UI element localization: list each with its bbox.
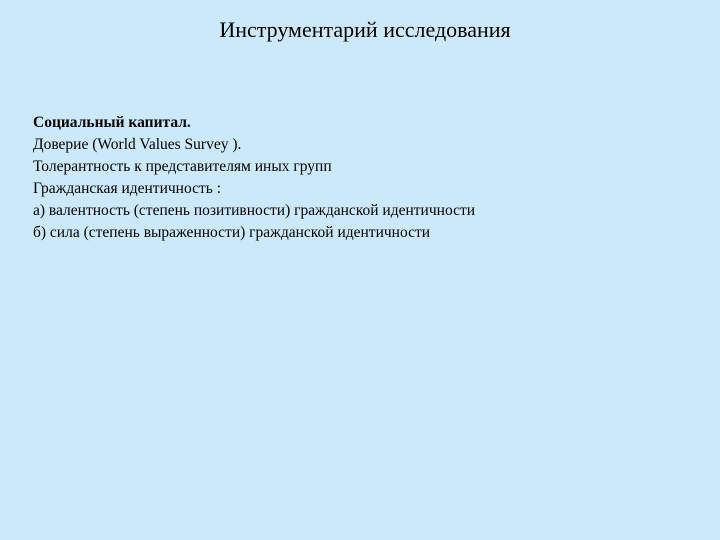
text-line-tolerance: Толерантность к представителям иных групп — [33, 158, 332, 175]
text-line-valence: а) валентность (степень позитивности) гражданской идентичности — [33, 202, 476, 219]
text-line-trust: Доверие (World Values Survey ). — [33, 136, 242, 153]
slide-body — [33, 112, 703, 244]
text-line-civic-identity: Гражданская идентичность : — [33, 180, 221, 197]
text-line-strength: б) сила (степень выраженности) гражданской идентичности — [33, 224, 431, 241]
heading-social-capital: Социальный капитал. — [33, 114, 191, 131]
slide-title: Инструментарий исследования — [219, 17, 511, 42]
